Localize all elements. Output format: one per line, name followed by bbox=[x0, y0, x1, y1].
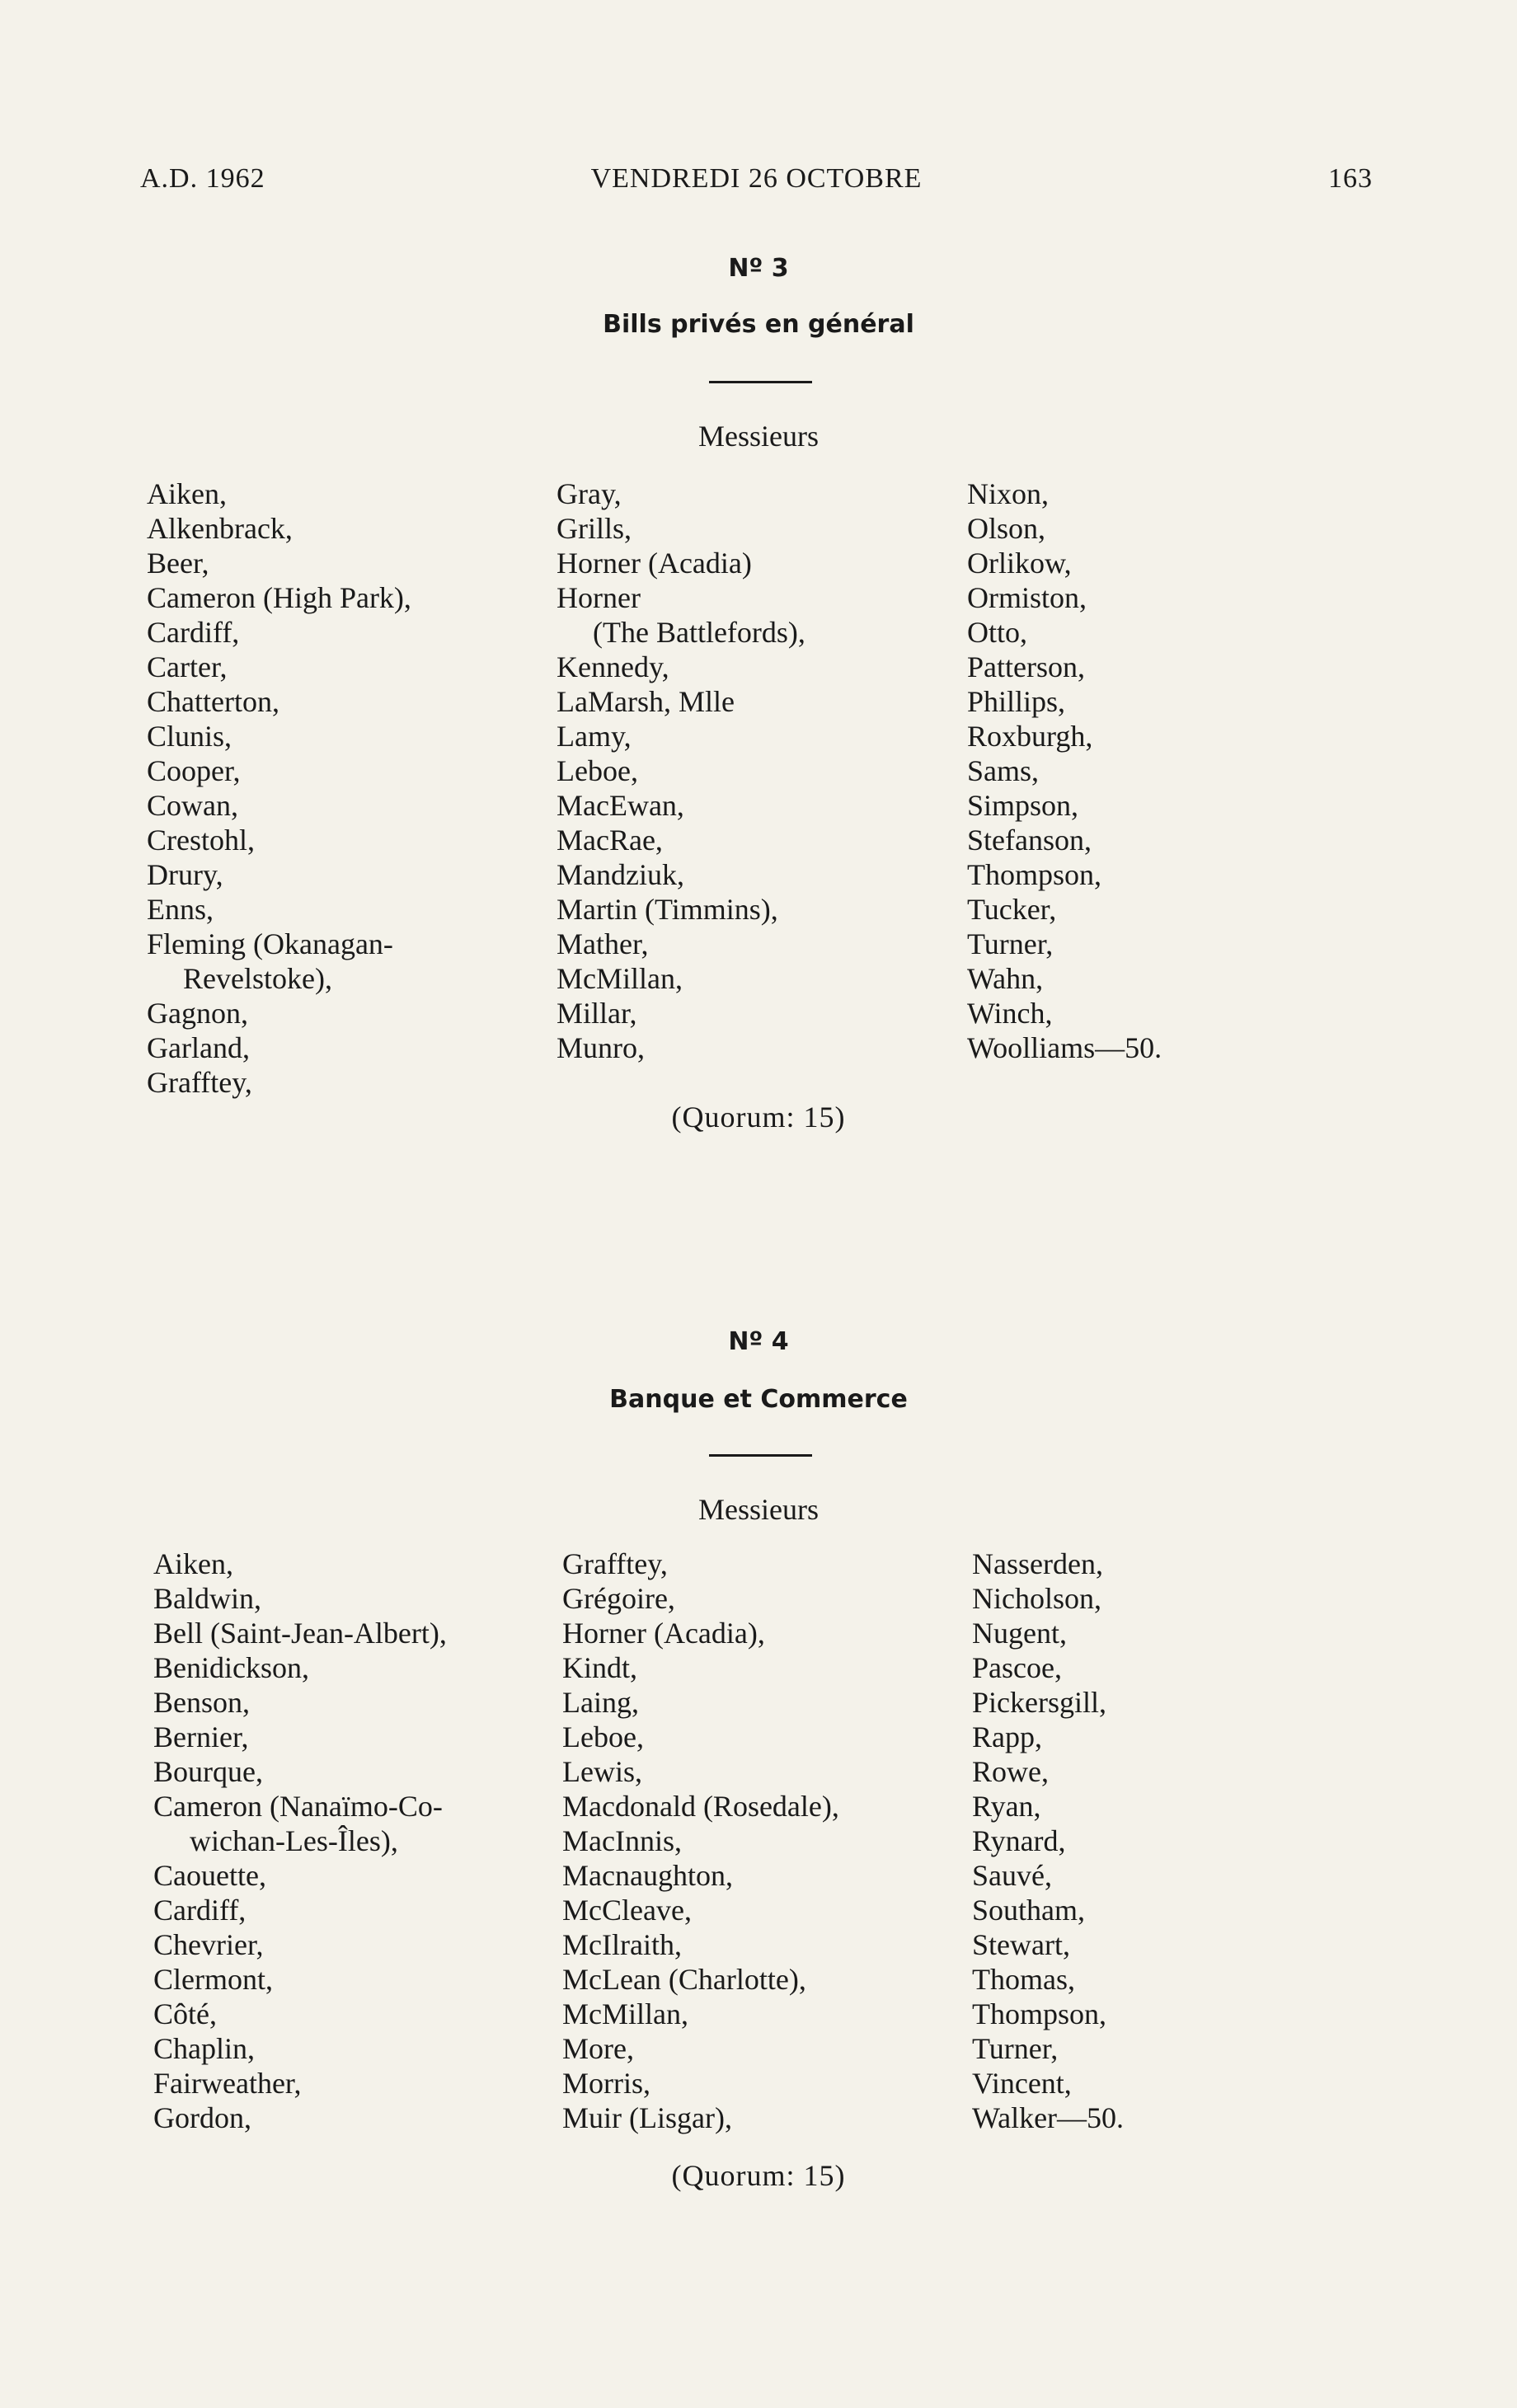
member-name: Cardiff, bbox=[147, 616, 240, 649]
member-name: Olson, bbox=[967, 512, 1046, 545]
member-name: Nixon, bbox=[967, 477, 1049, 510]
member-name: Otto, bbox=[967, 616, 1028, 649]
member-name: Morris, bbox=[562, 2067, 650, 2100]
member-name: Gagnon, bbox=[147, 997, 248, 1030]
member-name: McMillan, bbox=[557, 962, 683, 995]
member-name: Bell (Saint-Jean-Albert), bbox=[153, 1617, 447, 1650]
member-name: Grégoire, bbox=[562, 1582, 675, 1615]
member-name: Revelstoke), bbox=[183, 962, 332, 995]
member-name: Chatterton, bbox=[147, 685, 279, 718]
section-number: Nº 4 bbox=[728, 1327, 789, 1356]
member-name: Chaplin, bbox=[153, 2032, 255, 2065]
member-name: Drury, bbox=[147, 858, 223, 891]
quorum-note: (Quorum: 15) bbox=[671, 2159, 846, 2192]
member-name: Lewis, bbox=[562, 1755, 642, 1788]
member-name: Mather, bbox=[557, 927, 649, 960]
section-title: Bills privés en général bbox=[603, 310, 914, 339]
member-name: Fairweather, bbox=[153, 2067, 302, 2100]
member-name: Nugent, bbox=[972, 1617, 1067, 1650]
member-name: Caouette, bbox=[153, 1859, 266, 1892]
member-name: Pascoe, bbox=[972, 1651, 1062, 1684]
member-name: Enns, bbox=[147, 893, 214, 926]
member-name: LaMarsh, Mlle bbox=[557, 685, 735, 718]
member-name: Martin (Timmins), bbox=[557, 893, 778, 926]
member-name: Grafftey, bbox=[147, 1066, 252, 1099]
member-name: Sams, bbox=[967, 754, 1040, 787]
member-name: Macdonald (Rosedale), bbox=[562, 1790, 839, 1823]
member-name: Horner (Acadia) bbox=[557, 547, 752, 580]
member-name: MacEwan, bbox=[557, 789, 684, 822]
section-number: Nº 3 bbox=[728, 254, 789, 283]
member-name: Benidickson, bbox=[153, 1651, 309, 1684]
member-name: Roxburgh, bbox=[967, 720, 1093, 753]
member-name: Benson, bbox=[153, 1686, 250, 1719]
member-name: Phillips, bbox=[967, 685, 1066, 718]
member-name: Southam, bbox=[972, 1894, 1086, 1927]
member-column-1 bbox=[147, 476, 411, 1100]
member-name: Gordon, bbox=[153, 2101, 251, 2134]
member-name: More, bbox=[562, 2032, 634, 2065]
member-name: Rynard, bbox=[972, 1824, 1066, 1857]
member-name: Bourque, bbox=[153, 1755, 263, 1788]
quorum-note: (Quorum: 15) bbox=[671, 1101, 846, 1134]
member-name: Ryan, bbox=[972, 1790, 1041, 1823]
member-column-2 bbox=[557, 476, 805, 1065]
member-name: Woolliams—50. bbox=[967, 1031, 1162, 1064]
member-name: Thomas, bbox=[972, 1963, 1075, 1996]
member-name: Bernier, bbox=[153, 1720, 249, 1753]
member-name: Beer, bbox=[147, 547, 209, 580]
member-name: Walker—50. bbox=[972, 2101, 1125, 2134]
member-name: Thompson, bbox=[967, 858, 1102, 891]
member-name: Aiken, bbox=[147, 477, 227, 510]
member-name: Kennedy, bbox=[557, 650, 669, 683]
member-name: Nicholson, bbox=[972, 1582, 1101, 1615]
member-name: Rowe, bbox=[972, 1755, 1049, 1788]
member-name: Patterson, bbox=[967, 650, 1085, 683]
member-name: Grills, bbox=[557, 512, 632, 545]
member-name: Cameron (Nanaïmo-Co- bbox=[153, 1790, 443, 1823]
member-name: Fleming (Okanagan- bbox=[147, 927, 393, 960]
section-rule bbox=[709, 381, 812, 383]
member-name: Rapp, bbox=[972, 1720, 1042, 1753]
member-name: MacRae, bbox=[557, 824, 663, 857]
member-name: Stewart, bbox=[972, 1928, 1070, 1961]
header-year: A.D. 1962 bbox=[140, 163, 265, 194]
section-rule bbox=[709, 1454, 812, 1457]
member-name: Millar, bbox=[557, 997, 637, 1030]
member-name: Clermont, bbox=[153, 1963, 273, 1996]
member-name: Sauvé, bbox=[972, 1859, 1052, 1892]
member-name: Cowan, bbox=[147, 789, 238, 822]
member-name: Clunis, bbox=[147, 720, 232, 753]
member-name: Côté, bbox=[153, 1997, 217, 2030]
member-name: Cameron (High Park), bbox=[147, 581, 411, 614]
member-name: Simpson, bbox=[967, 789, 1079, 822]
member-name: Gray, bbox=[557, 477, 622, 510]
member-name: Ormiston, bbox=[967, 581, 1087, 614]
member-name: Horner (Acadia), bbox=[562, 1617, 765, 1650]
member-name: Thompson, bbox=[972, 1997, 1107, 2030]
member-name: Pickersgill, bbox=[972, 1686, 1106, 1719]
messieurs-heading: Messieurs bbox=[698, 1493, 819, 1526]
member-name: Tucker, bbox=[967, 893, 1057, 926]
member-name: Stefanson, bbox=[967, 824, 1092, 857]
member-name: Vincent, bbox=[972, 2067, 1072, 2100]
member-name: Mandziuk, bbox=[557, 858, 684, 891]
member-column-3 bbox=[972, 1547, 1124, 2135]
member-name: Lamy, bbox=[557, 720, 632, 753]
messieurs-heading: Messieurs bbox=[698, 420, 819, 453]
member-name: Kindt, bbox=[562, 1651, 638, 1684]
member-column-1 bbox=[153, 1547, 447, 2135]
member-name: Horner bbox=[557, 581, 641, 614]
member-column-2 bbox=[562, 1547, 839, 2135]
member-name: Cardiff, bbox=[153, 1894, 247, 1927]
member-name: Turner, bbox=[967, 927, 1054, 960]
member-name: McIlraith, bbox=[562, 1928, 682, 1961]
member-name: Winch, bbox=[967, 997, 1053, 1030]
member-name: Turner, bbox=[972, 2032, 1059, 2065]
member-name: Crestohl, bbox=[147, 824, 255, 857]
member-name: Grafftey, bbox=[562, 1547, 668, 1580]
member-name: Muir (Lisgar), bbox=[562, 2101, 732, 2134]
page-number: 163 bbox=[1328, 163, 1373, 194]
member-name: Cooper, bbox=[147, 754, 241, 787]
member-name: wichan-Les-Îles), bbox=[190, 1824, 398, 1857]
member-name: Macnaughton, bbox=[562, 1859, 733, 1892]
member-name: Nasserden, bbox=[972, 1547, 1103, 1580]
member-name: Laing, bbox=[562, 1686, 639, 1719]
section-title: Banque et Commerce bbox=[609, 1385, 908, 1414]
member-name: Baldwin, bbox=[153, 1582, 261, 1615]
member-name: Alkenbrack, bbox=[147, 512, 293, 545]
member-name: MacInnis, bbox=[562, 1824, 682, 1857]
member-column-3 bbox=[967, 476, 1162, 1065]
member-name: Munro, bbox=[557, 1031, 645, 1064]
member-name: Chevrier, bbox=[153, 1928, 264, 1961]
member-name: Carter, bbox=[147, 650, 228, 683]
member-name: Garland, bbox=[147, 1031, 250, 1064]
member-name: McMillan, bbox=[562, 1997, 688, 2030]
member-name: McLean (Charlotte), bbox=[562, 1963, 806, 1996]
header-date: VENDREDI 26 OCTOBRE bbox=[590, 163, 923, 194]
member-name: Leboe, bbox=[557, 754, 638, 787]
member-name: Wahn, bbox=[967, 962, 1044, 995]
member-name: (The Battlefords), bbox=[593, 616, 805, 649]
member-name: McCleave, bbox=[562, 1894, 692, 1927]
member-name: Leboe, bbox=[562, 1720, 644, 1753]
running-header bbox=[140, 163, 1373, 199]
member-name: Aiken, bbox=[153, 1547, 233, 1580]
member-name: Orlikow, bbox=[967, 547, 1072, 580]
